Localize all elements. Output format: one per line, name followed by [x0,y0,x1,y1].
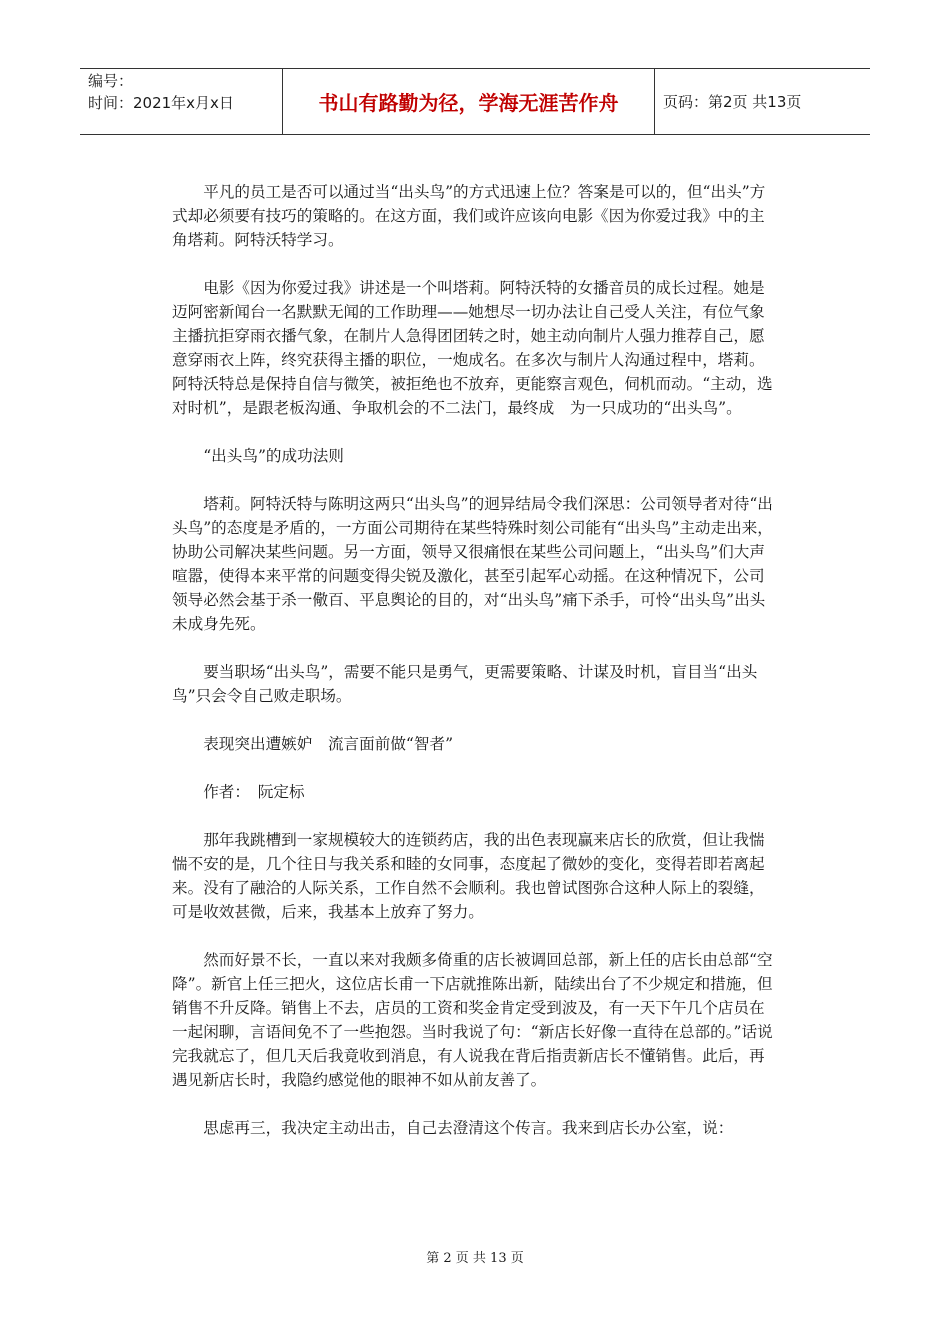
paragraph: 然而好景不长，一直以来对我颇多倚重的店长被调回总部，新上任的店长由总部“空降”。新官上任三把火，这位店长甫一下店就推陈出新，陆续出台了不少规定和措施，但销售不升反降。销售上不去，店员的工资和奖金肯定受到波及，有一天下午几个店员在一起闲聊，言语间免不了一些抱怨。当时我说了句：“新店长好像一直待在总部的。”话说完我就忘了，但几天后我竟收到消息，有人说我在背后指责新店长不懂销售。此后，再遇见新店长时，我隐约感觉他的眼神不如从前友善了。 [172,951,773,1089]
section-heading: “出头鸟”的成功法则 [203,447,344,465]
author-line: 作者： 阮定标 [203,783,305,801]
document-number-label: 编号： [88,72,134,90]
paragraph: 塔莉。阿特沃特与陈明这两只“出头鸟”的迥异结局令我们深思：公司领导者对待“出头鸟”的态度是矛盾的，一方面公司期待在某些特殊时刻公司能有“出头鸟”主动走出来，协助公司解决某些问题。另一方面，领导又很痛恨在某些公司问题上，“出头鸟”们大声喧嚣，使得本来平常的问题变得尖锐及激化，甚至引起军心动摇。在这种情况下，公司领导必然会基于杀一儆百、平息舆论的目的，对“出头鸟”痛下杀手，可怜“出头鸟”出头未成身先死。 [172,495,773,633]
document-date-label: 时间：2021年x月x日 [88,94,234,112]
page-footer: 第 2 页 共 13 页 [426,1251,524,1266]
paragraph: 那年我跳槽到一家规模较大的连锁药店，我的出色表现赢来店长的欣赏，但让我惴惴不安的是，几个往日与我关系和睦的女同事，态度起了微妙的变化，变得若即若离起来。没有了融洽的人际关系，工作自然不会顺利。我也曾试图弥合这种人际上的裂缝，可是收效甚微，后来，我基本上放弃了努力。 [172,831,765,921]
paragraph: 要当职场“出头鸟”，需要不能只是勇气，更需要策略、计谋及时机，盲目当“出头鸟”只会令自己败走职场。 [172,663,758,705]
document-body [172,180,780,1164]
paragraph: 电影《因为你爱过我》讲述是一个叫塔莉。阿特沃特的女播音员的成长过程。她是迈阿密新闻台一名默默无闻的工作助理——她想尽一切办法让自己受人关注，有位气象主播抗拒穿雨衣播气象，在制片人急得团团转之时，她主动向制片人强力推荐自己，愿意穿雨衣上阵，终究获得主播的职位，一炮成名。在多次与制片人沟通过程中，塔莉。阿特沃特总是保持自信与微笑，被拒绝也不放弃，更能察言观色，伺机而动。“主动，选对时机”，是跟老板沟通、争取机会的不二法门，最终成 为一只成功的“出头鸟”。 [172,279,773,417]
header-meta-cell [80,69,283,134]
paragraph: 思虑再三，我决定主动出击，自己去澄清这个传言。我来到店长办公室，说： [203,1119,734,1137]
header-page-info: 页码：第2页 共13页 [663,93,802,111]
page-header [80,68,870,135]
paragraph: 平凡的员工是否可以通过当“出头鸟”的方式迅速上位？答案是可以的，但“出头”方式却必须要有技巧的策略的。在这方面，我们或许应该向电影《因为你爱过我》中的主角塔莉。阿特沃特学习。 [172,183,766,249]
header-motto: 书山有路勤为径，学海无涯苦作舟 [283,69,655,134]
article-title: 表现突出遭嫉妒 流言面前做“智者” [203,735,454,753]
